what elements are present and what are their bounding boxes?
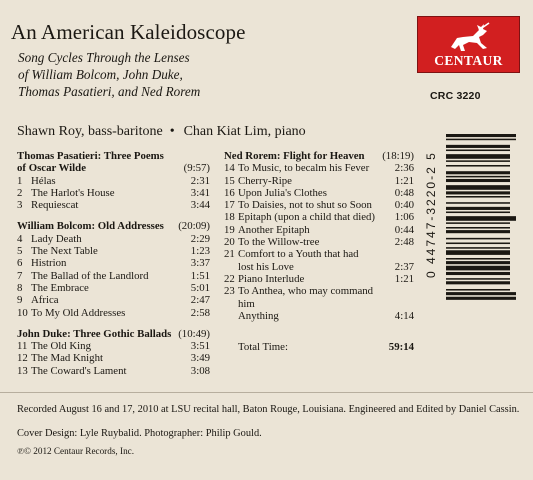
barcode-bar [446,160,510,162]
barcode-bar [446,145,510,148]
track-title-cont: Anything [238,309,279,322]
barcode-bar [446,227,510,229]
barcode-bar [446,243,510,245]
track-title: The Harlot's House [31,186,115,199]
album-title: An American Kaleidoscope [11,20,246,44]
track-time: 1:21 [394,174,414,187]
track-row [17,187,210,199]
work-duration: (9:57) [183,162,210,175]
work-bolcom [17,220,210,318]
track-row [224,211,414,223]
barcode-bar [446,207,510,210]
track-number: 4 [17,232,23,245]
track-row-continued [224,261,414,273]
work-duration: (10:49) [178,327,210,340]
track-title: To Music, to becalm his Fever [238,162,370,175]
barcode-bar [446,196,510,198]
work-duration: (18:19) [382,150,414,162]
track-number: 18 [224,211,235,224]
work-duke [17,328,210,377]
barcode-bar [446,212,510,214]
barcode-bar [446,134,516,137]
design-credit: Cover Design: Lyle Ruybalid. Photographer: Philip Gould. [17,428,262,439]
track-row [17,307,210,319]
copyright: ℗© 2012 Centaur Records, Inc. [17,446,135,456]
track-time: 1:06 [394,211,414,224]
track-number: 13 [17,364,28,377]
track-time: 2:48 [394,236,414,249]
work-heading-row [17,162,210,174]
barcode-bar [446,171,510,174]
singer-credit: Shawn Roy, bass-baritone [17,124,163,139]
track-title: To My Old Addresses [31,306,126,319]
track-number: 7 [17,269,23,282]
track-time: 2:29 [190,232,210,245]
work-heading-row [224,150,414,162]
track-title: Epitaph (upon a child that died) [238,211,376,224]
track-time: 3:37 [190,257,210,270]
track-number: 23 [224,285,235,298]
subtitle-line: Song Cycles Through the Lenses [18,50,190,65]
catalog-number: CRC 3220 [430,90,481,102]
track-time: 4:14 [394,309,414,322]
track-title: To Daisies, not to shut so Soon [238,199,372,212]
work-heading: William Bolcom: Old Addresses [17,220,164,233]
track-row [17,282,210,294]
track-number: 5 [17,245,23,258]
barcode-bar [446,165,510,167]
work-duration: (20:09) [178,220,210,233]
track-row [17,352,210,364]
track-row [17,233,210,245]
track-row-continued [224,310,414,322]
barcode-bar [446,250,510,255]
track-time: 3:44 [190,199,210,212]
track-row [224,248,414,260]
track-number: 19 [224,223,235,236]
barcode-bar [446,278,510,280]
track-row [224,162,414,174]
work-heading-cont: of Oscar Wilde [17,162,86,175]
track-time: 0:40 [394,199,414,212]
track-title: Hélas [31,174,56,187]
logo-wordmark: CENTAUR [434,53,503,68]
track-title: Comfort to a Youth that had [238,248,359,261]
barcode-bar [446,150,510,152]
track-number: 12 [17,352,28,365]
track-row [17,340,210,352]
track-time: 5:01 [190,281,210,294]
tracklist-right [224,150,414,331]
track-row [224,224,414,236]
track-number: 20 [224,236,235,249]
work-pasatieri [17,150,210,211]
centaur-logo [417,16,520,73]
total-value: 59:14 [388,341,414,353]
barcode-bar [446,176,510,178]
bullet-separator: • [169,124,175,139]
track-time: 2:31 [190,174,210,187]
track-time: 3:08 [190,364,210,377]
track-time: 3:41 [190,186,210,199]
subtitle-line: of William Bolcom, John Duke, [18,67,183,82]
barcode-bar [446,185,510,190]
total-label: Total Time: [238,341,288,353]
barcode-bar [446,281,510,284]
track-row [17,365,210,377]
barcode-bar [446,272,510,275]
track-title: The Ballad of the Landlord [31,269,149,282]
barcode-bar [446,238,510,240]
track-number: 1 [17,174,23,187]
work-heading: John Duke: Three Gothic Ballads [17,327,172,340]
subtitle-line: Thomas Pasatieri, and Ned Rorem [18,84,201,99]
barcode-bar [446,261,510,264]
track-number: 2 [17,186,23,199]
barcode-bar [446,154,510,159]
divider [0,392,533,393]
track-title: Another Epitaph [238,223,310,236]
track-row [17,257,210,269]
track-number: 22 [224,272,235,285]
barcode-bar [446,230,510,233]
track-title: To Anthea, who may command him [238,285,374,310]
track-time: 1:51 [190,269,210,282]
track-number: 6 [17,257,23,270]
total-time [238,341,414,353]
barcode-bar [446,179,510,182]
barcode-digits: 0 44747-3220-2 5 [424,151,438,278]
work-heading-row [17,328,210,340]
track-number: 11 [17,340,28,353]
performers-line [17,124,306,140]
barcode-bar [446,292,516,295]
track-time: 2:36 [394,162,414,175]
track-row [224,236,414,248]
track-row [17,270,210,282]
barcode [420,120,520,415]
track-title: Piano Interlude [238,272,305,285]
track-title: Africa [31,294,59,307]
track-row [17,199,210,211]
work-heading: Thomas Pasatieri: Three Poems [17,150,164,162]
track-row [17,294,210,306]
work-heading-row [17,220,210,232]
barcode-bar [446,297,516,300]
track-time: 3:49 [190,352,210,365]
track-time: 2:58 [190,306,210,319]
barcode-bar [446,266,510,271]
track-row [17,245,210,257]
track-number: 8 [17,281,23,294]
track-number: 21 [224,248,235,261]
album-subtitle [18,49,338,100]
track-title: Requiescat [31,199,79,212]
barcode-bar [446,191,510,194]
track-title: Histrion [31,257,67,270]
barcode-bar [446,289,510,291]
barcode-bar [446,216,516,221]
track-title: The Next Table [31,245,98,258]
track-number: 15 [224,174,235,187]
track-number: 17 [224,199,235,212]
centaur-icon [443,21,495,53]
track-title: Lady Death [31,232,82,245]
track-time: 1:21 [394,272,414,285]
track-number: 10 [17,306,28,319]
track-row [224,187,414,199]
pianist-credit: Chan Kiat Lim, piano [183,124,306,139]
track-number: 16 [224,186,235,199]
track-number: 9 [17,294,23,307]
barcode-bar [446,258,510,260]
track-row [224,199,414,211]
barcode-bar [446,202,510,204]
work-rorem [224,150,414,322]
track-time: 1:23 [190,245,210,258]
track-row [224,175,414,187]
tracklist-left [17,150,210,386]
track-title: The Coward's Lament [31,364,127,377]
track-title: Upon Julia's Clothes [238,186,327,199]
work-heading: Ned Rorem: Flight for Heaven [224,150,365,162]
barcode-bar [446,247,510,249]
track-time: 2:37 [394,260,414,273]
track-time: 0:48 [394,186,414,199]
track-title-cont: lost his Love [238,260,294,273]
barcode-bar [446,222,510,224]
track-title: The Old King [31,340,91,353]
track-row [17,175,210,187]
track-time: 0:44 [394,223,414,236]
track-title: The Mad Knight [31,352,103,365]
track-time: 3:51 [190,340,210,353]
track-number: 3 [17,199,23,212]
track-row [224,285,414,310]
track-time: 2:47 [190,294,210,307]
track-title: Cherry-Ripe [238,174,292,187]
track-title: The Embrace [31,281,89,294]
barcode-bar [446,139,516,141]
track-row [224,273,414,285]
track-title: To the Willow-tree [238,236,320,249]
track-number: 14 [224,162,235,175]
recording-credit: Recorded August 16 and 17, 2010 at LSU recital hall, Baton Rouge, Louisiana. Engineered and Edited by Daniel Cassin. [17,404,520,415]
